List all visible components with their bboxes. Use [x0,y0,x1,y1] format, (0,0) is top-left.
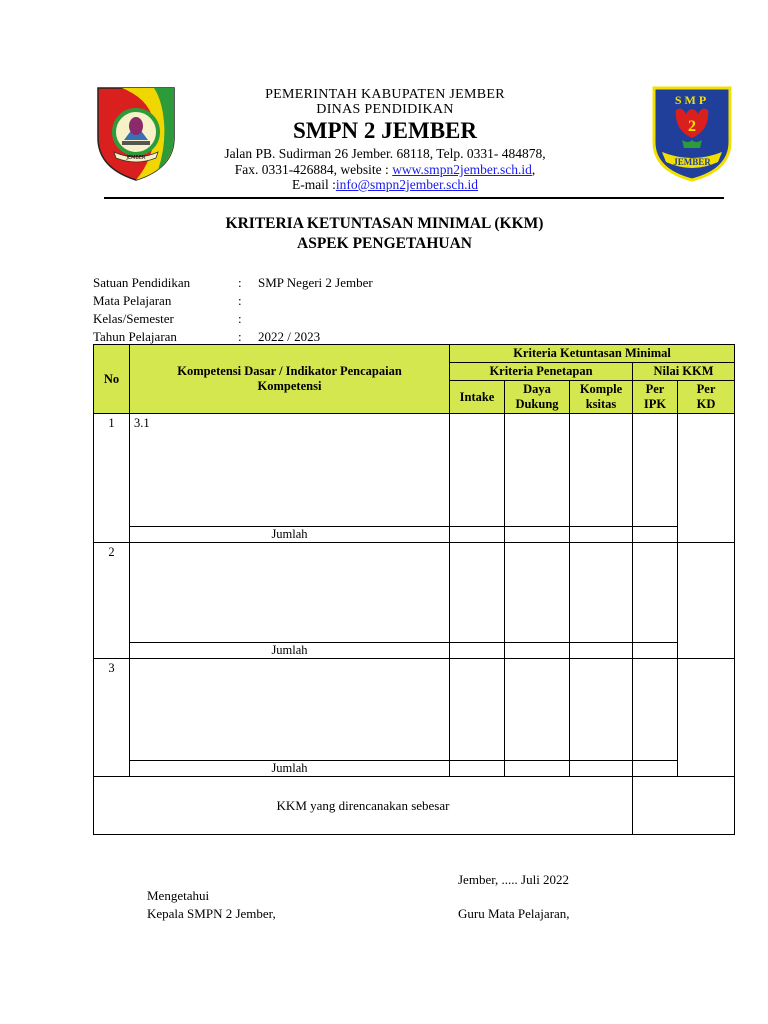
signature-kepala-sekolah: Kepala SMPN 2 Jember, [147,906,276,921]
cell-per-kd [678,659,735,777]
col-kd-header [130,345,450,414]
cell-daya-dukung [505,414,570,527]
nilai-kkm-header: Nilai KKM [633,363,735,381]
table-row [94,414,735,527]
header-fax-website [180,162,590,178]
col-kd-line1: Kompetensi Dasar / Indikator Pencapaian [177,364,402,378]
svg-text:JEMBER: JEMBER [673,157,711,167]
jumlah-label: Jumlah [130,761,450,777]
jumlah-label: Jumlah [130,643,450,659]
cell-intake [450,659,505,761]
cell-per-ipk [633,414,678,527]
table-footer-row [94,777,735,835]
daya-line2: Dukung [515,397,559,411]
cell-daya-dukung [505,543,570,643]
jumlah-label: Jumlah [130,527,450,543]
cell-per-ipk [633,761,678,777]
letterhead-divider [104,197,724,199]
document-subtitle: ASPEK PENGETAHUAN [297,235,472,252]
kompleksitas-header [570,381,633,414]
per-ipk-line2: IPK [643,397,667,411]
cell-daya-dukung [505,761,570,777]
cell-daya-dukung [505,643,570,659]
info-label: Tahun Pelajaran [93,329,177,344]
per-ipk-header [633,381,678,414]
signature-mengetahui: Mengetahui [147,888,210,903]
header-dinas: DINAS PENDIDIKAN [316,102,454,117]
website-link[interactable]: www.smpn2jember.sch.id [392,162,532,177]
info-sep: : [238,311,242,326]
cell-daya-dukung [505,527,570,543]
info-value: SMP Negeri 2 Jember [258,275,373,290]
svg-text:JEMBER: JEMBER [126,155,146,161]
info-label: Kelas/Semester [93,311,174,326]
cell-intake [450,761,505,777]
row-kd: 3.1 [130,414,450,527]
row-kd [130,659,450,761]
table-row-jumlah [94,643,735,659]
info-label: Satuan Pendidikan [93,275,191,290]
smpn2-jember-logo [652,86,732,182]
info-label: Mata Pelajaran [93,293,172,308]
kriteria-penetapan-header: Kriteria Penetapan [450,363,633,381]
intake-header: Intake [450,381,505,414]
per-kd-line1: Per [696,382,716,396]
cell-per-ipk [633,659,678,761]
fax-suffix: , [531,162,536,177]
svg-text:2: 2 [688,118,696,135]
table-row [94,543,735,643]
fax-text: Fax. 0331-426884, website : [234,162,393,177]
per-ipk-line1: Per [645,382,665,396]
header-school-name: SMPN 2 JEMBER [293,118,477,143]
cell-daya-dukung [505,659,570,761]
row-no: 2 [94,543,130,659]
col-no-header: No [94,345,130,414]
kkm-table [93,344,735,835]
kkm-group-header: Kriteria Ketuntasan Minimal [450,345,735,363]
document-title: KRITERIA KETUNTASAN MINIMAL (KKM) [225,215,544,232]
cell-kompleksitas [570,527,633,543]
cell-per-ipk [633,527,678,543]
signature-place-date: Jember, ..... Juli 2022 [458,872,570,887]
cell-per-ipk [633,543,678,643]
cell-per-ipk [633,643,678,659]
svg-text:SMP: SMP [674,93,710,107]
table-row-jumlah [94,527,735,543]
cell-intake [450,527,505,543]
header-government: PEMERINTAH KABUPATEN JEMBER [265,87,505,102]
kkm-planned-value [633,777,735,835]
table-row [94,659,735,761]
row-kd [130,543,450,643]
cell-kompleksitas [570,761,633,777]
info-sep: : [238,293,242,308]
kabupaten-jember-logo [96,86,176,182]
col-kd-line2: Kompetensi [257,379,322,393]
per-kd-header [678,381,735,414]
komple-line2: ksitas [585,397,617,411]
row-no: 1 [94,414,130,543]
signature-guru: Guru Mata Pelajaran, [458,906,570,921]
cell-per-kd [678,414,735,543]
info-value: 2022 / 2023 [258,329,321,344]
email-link[interactable]: info@smpn2jember.sch.id [335,177,479,192]
row-no: 3 [94,659,130,777]
table-row-jumlah [94,761,735,777]
cell-intake [450,643,505,659]
info-sep: : [238,329,242,344]
header-email [180,177,590,193]
daya-dukung-header [505,381,570,414]
per-kd-line2: KD [696,397,716,411]
komple-line1: Komple [579,382,623,396]
email-label: E-mail : [291,177,336,192]
cell-per-kd [678,543,735,659]
kkm-planned-label: KKM yang direncanakan sebesar [94,777,633,835]
cell-kompleksitas [570,414,633,527]
info-sep: : [238,275,242,290]
cell-kompleksitas [570,659,633,761]
cell-kompleksitas [570,543,633,643]
cell-intake [450,543,505,643]
daya-line1: Daya [523,382,551,396]
cell-kompleksitas [570,643,633,659]
cell-intake [450,414,505,527]
header-address: Jalan PB. Sudirman 26 Jember. 68118, Telp. 0331- 484878, [224,146,546,161]
